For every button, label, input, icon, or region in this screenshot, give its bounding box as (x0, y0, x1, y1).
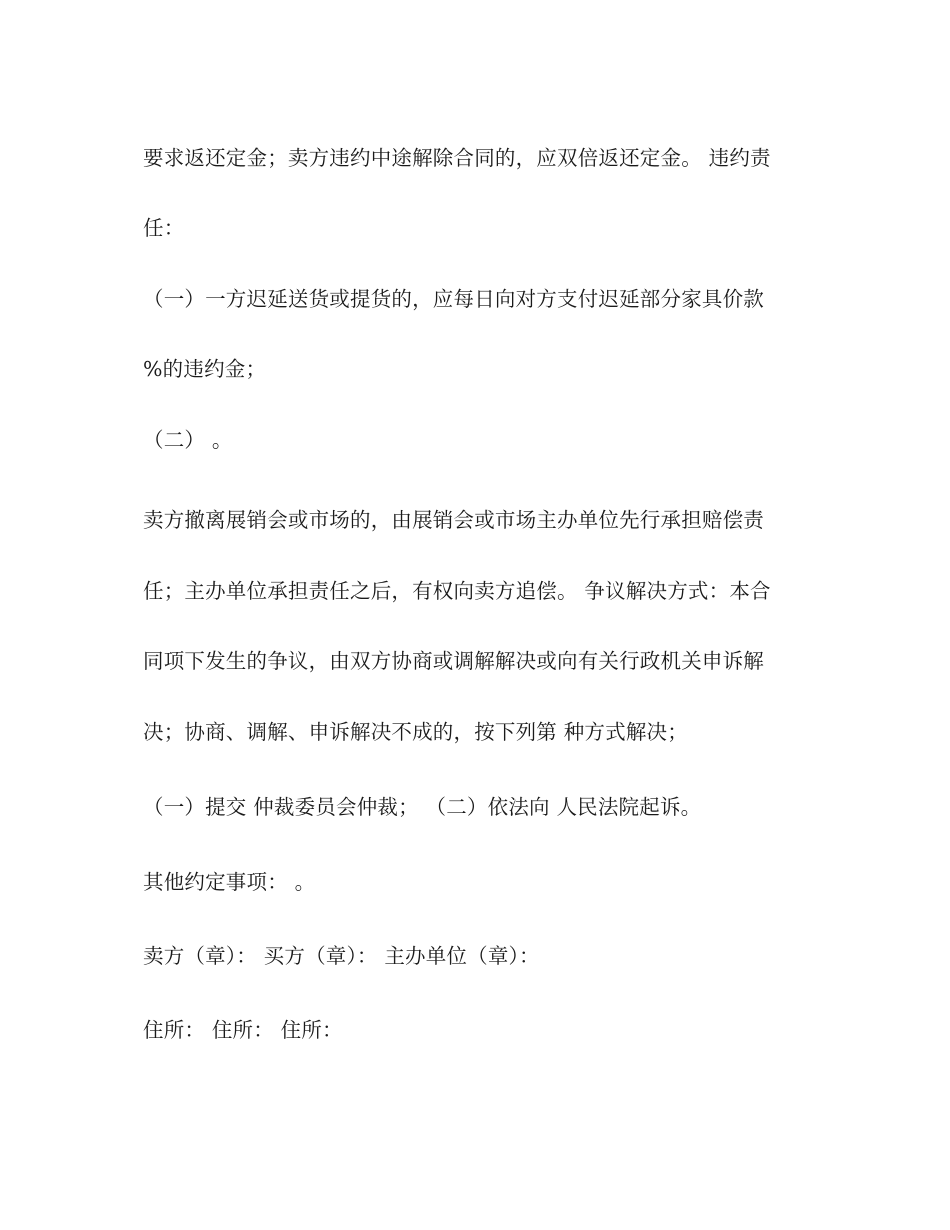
signature-labels-line: 卖方（章）： 买方（章）： 主办单位（章）： (143, 944, 540, 968)
paragraph-line: 决；协商、调解、申诉解决不成的，按下列第 种方式解决； (143, 720, 688, 744)
paragraph-line: 任： (143, 216, 185, 240)
paragraph-line: （一）提交 仲裁委员会仲裁； （二）依法向 人民法院起诉。 (143, 795, 702, 819)
paragraph-line: %的违约金； (143, 357, 267, 381)
paragraph-line: （一）一方迟延送货或提货的，应每日向对方支付迟延部分家具价款 (143, 287, 764, 311)
paragraph-line: 要求返还定金；卖方违约中途解除合同的，应双倍返还定金。 违约责 (143, 146, 771, 170)
paragraph-line: 其他约定事项： 。 (143, 870, 316, 894)
address-labels-line: 住所： 住所： 住所： (143, 1018, 343, 1042)
paragraph-line: 卖方撤离展销会或市场的，由展销会或市场主办单位先行承担赔偿责 (143, 508, 764, 532)
paragraph-line: （二） 。 (143, 428, 233, 452)
paragraph-line: 任；主办单位承担责任之后，有权向卖方追偿。 争议解决方式：本合 (143, 579, 771, 603)
paragraph-line: 同项下发生的争议，由双方协商或调解解决或向有关行政机关申诉解 (143, 649, 764, 673)
